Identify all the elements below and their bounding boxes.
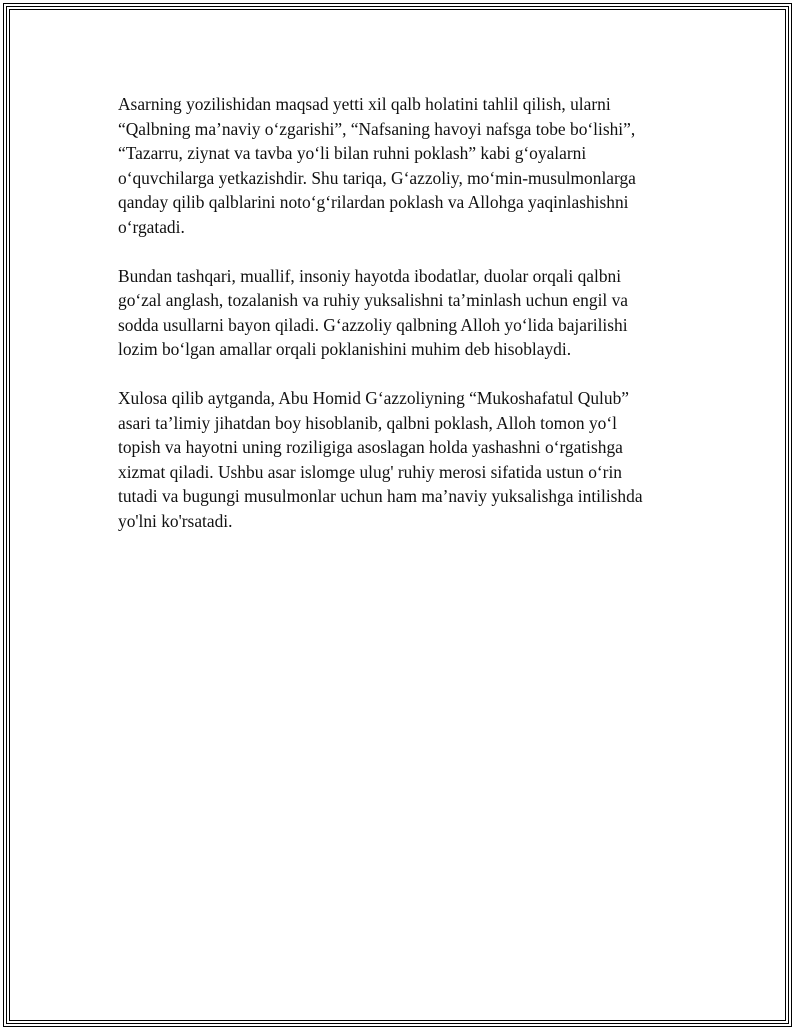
paragraph-1 xyxy=(118,92,698,239)
text-line: “Tazarru, ziynat va tavba yo‘li bilan ruhni poklash” kabi g‘oyalarni xyxy=(118,143,587,163)
text-line: xizmat qiladi. Ushbu asar islomge ulug' ruhiy merosi sifatida ustun o‘rin xyxy=(118,461,622,482)
text-line: yo'lni ko'rsatadi. xyxy=(118,510,233,531)
text-line: lozim bo‘lgan amallar orqali poklanishini muhim deb hisoblaydi. xyxy=(118,339,572,359)
text-line: asari ta’limiy jihatdan boy hisoblanib, qalbni poklash, Alloh tomon yo‘l xyxy=(118,412,617,433)
text-line: Asarning yozilishidan maqsad yetti xil qalb holatini tahlil qilish, ularni xyxy=(118,94,611,114)
text-line: Bundan tashqari, muallif, insoniy hayotda ibodatlar, duolar orqali qalbni xyxy=(118,265,622,286)
text-line: o‘rgatadi. xyxy=(118,216,185,237)
paragraph-3 xyxy=(118,386,698,533)
text-line: o‘quvchilarga yetkazishdir. Shu tariqa, G‘azzoliy, mo‘min-musulmonlarga xyxy=(118,167,636,188)
text-line: topish va hayotni uning roziligiga asoslagan holda yashashni o‘rgatishga xyxy=(118,437,623,457)
text-line: tutadi va bugungi musulmonlar uchun ham ma’naviy yuksalishga intilishda xyxy=(118,486,643,506)
text-line: go‘zal anglash, tozalanish va ruhiy yuksalishni ta’minlash uchun engil va xyxy=(118,290,629,310)
text-line: “Qalbning ma’naviy o‘zgarishi”, “Nafsaning havoyi nafsga tobe bo‘lishi”, xyxy=(118,118,636,139)
text-line: sodda usullarni bayon qiladi. G‘azzoliy qalbning Alloh yo‘lida bajarilishi xyxy=(118,314,628,335)
paragraph-2 xyxy=(118,264,698,362)
text-line: Xulosa qilib aytganda, Abu Homid G‘azzoliyning “Mukoshafatul Qulub” xyxy=(118,388,629,408)
text-line: qanday qilib qalblarini noto‘g‘rilardan poklash va Allohga yaqinlashishni xyxy=(118,192,629,212)
document-body xyxy=(118,92,698,558)
